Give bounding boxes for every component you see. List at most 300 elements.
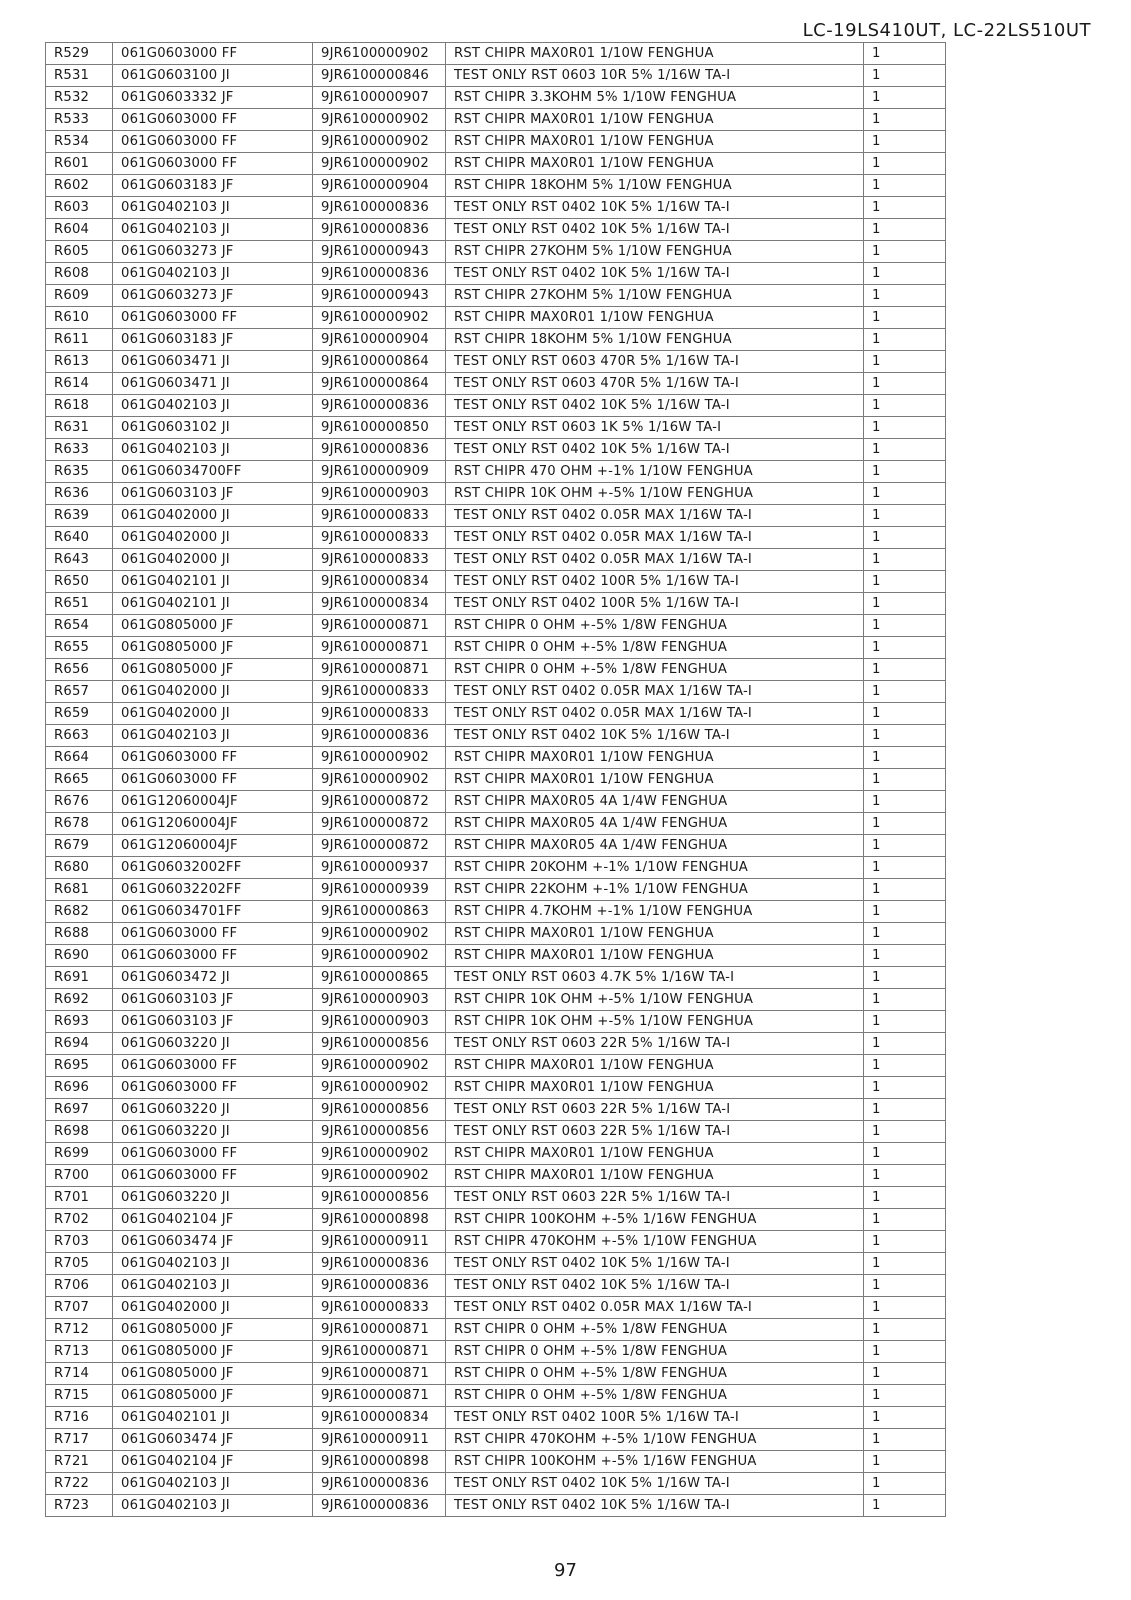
item-number-cell: 9JR6100000833	[313, 527, 446, 549]
description-cell: TEST ONLY RST 0402 0.05R MAX 1/16W TA-I	[446, 1297, 864, 1319]
item-number-cell: 9JR6100000836	[313, 1253, 446, 1275]
description-cell: TEST ONLY RST 0402 10K 5% 1/16W TA-I	[446, 725, 864, 747]
description-cell: RST CHIPR 0 OHM +-5% 1/8W FENGHUA	[446, 1385, 864, 1407]
table-row	[46, 263, 946, 285]
quantity-cell: 1	[864, 1429, 946, 1451]
item-number-cell: 9JR6100000871	[313, 659, 446, 681]
description-cell: RST CHIPR MAX0R01 1/10W FENGHUA	[446, 1055, 864, 1077]
description-cell: TEST ONLY RST 0603 1K 5% 1/16W TA-I	[446, 417, 864, 439]
quantity-cell: 1	[864, 1363, 946, 1385]
item-number-cell: 9JR6100000836	[313, 1275, 446, 1297]
ref-designator-cell: R633	[46, 439, 113, 461]
item-number-cell: 9JR6100000903	[313, 1011, 446, 1033]
part-code-cell: 061G0402104 JF	[113, 1451, 313, 1473]
table-row	[46, 791, 946, 813]
description-cell: RST CHIPR 10K OHM +-5% 1/10W FENGHUA	[446, 989, 864, 1011]
description-cell: TEST ONLY RST 0402 10K 5% 1/16W TA-I	[446, 197, 864, 219]
ref-designator-cell: R690	[46, 945, 113, 967]
description-cell: TEST ONLY RST 0402 10K 5% 1/16W TA-I	[446, 439, 864, 461]
quantity-cell: 1	[864, 1231, 946, 1253]
part-code-cell: 061G0402104 JF	[113, 1209, 313, 1231]
ref-designator-cell: R602	[46, 175, 113, 197]
item-number-cell: 9JR6100000943	[313, 285, 446, 307]
table-row	[46, 1121, 946, 1143]
quantity-cell: 1	[864, 461, 946, 483]
part-code-cell: 061G0603220 JI	[113, 1187, 313, 1209]
table-row	[46, 1099, 946, 1121]
item-number-cell: 9JR6100000836	[313, 219, 446, 241]
item-number-cell: 9JR6100000902	[313, 923, 446, 945]
ref-designator-cell: R717	[46, 1429, 113, 1451]
quantity-cell: 1	[864, 439, 946, 461]
item-number-cell: 9JR6100000833	[313, 703, 446, 725]
ref-designator-cell: R534	[46, 131, 113, 153]
item-number-cell: 9JR6100000937	[313, 857, 446, 879]
table-row	[46, 439, 946, 461]
part-code-cell: 061G0603000 FF	[113, 945, 313, 967]
item-number-cell: 9JR6100000836	[313, 1473, 446, 1495]
part-code-cell: 061G0402103 JI	[113, 725, 313, 747]
table-row	[46, 659, 946, 681]
quantity-cell: 1	[864, 219, 946, 241]
ref-designator-cell: R691	[46, 967, 113, 989]
part-code-cell: 061G0603471 JI	[113, 351, 313, 373]
table-row	[46, 1187, 946, 1209]
part-code-cell: 061G0402101 JI	[113, 593, 313, 615]
quantity-cell: 1	[864, 857, 946, 879]
ref-designator-cell: R693	[46, 1011, 113, 1033]
description-cell: TEST ONLY RST 0603 22R 5% 1/16W TA-I	[446, 1033, 864, 1055]
description-cell: TEST ONLY RST 0402 0.05R MAX 1/16W TA-I	[446, 703, 864, 725]
table-row	[46, 1363, 946, 1385]
description-cell: RST CHIPR MAX0R01 1/10W FENGHUA	[446, 945, 864, 967]
table-row	[46, 373, 946, 395]
description-cell: TEST ONLY RST 0603 4.7K 5% 1/16W TA-I	[446, 967, 864, 989]
table-row	[46, 1209, 946, 1231]
part-code-cell: 061G06034700FF	[113, 461, 313, 483]
quantity-cell: 1	[864, 923, 946, 945]
ref-designator-cell: R611	[46, 329, 113, 351]
ref-designator-cell: R695	[46, 1055, 113, 1077]
item-number-cell: 9JR6100000909	[313, 461, 446, 483]
quantity-cell: 1	[864, 791, 946, 813]
ref-designator-cell: R713	[46, 1341, 113, 1363]
part-code-cell: 061G0402101 JI	[113, 571, 313, 593]
description-cell: RST CHIPR 27KOHM 5% 1/10W FENGHUA	[446, 241, 864, 263]
table-row	[46, 1429, 946, 1451]
quantity-cell: 1	[864, 1077, 946, 1099]
table-row	[46, 395, 946, 417]
quantity-cell: 1	[864, 1187, 946, 1209]
description-cell: TEST ONLY RST 0402 10K 5% 1/16W TA-I	[446, 219, 864, 241]
description-cell: RST CHIPR MAX0R05 4A 1/4W FENGHUA	[446, 791, 864, 813]
part-code-cell: 061G0402103 JI	[113, 1473, 313, 1495]
part-code-cell: 061G0402103 JI	[113, 263, 313, 285]
part-code-cell: 061G0402000 JI	[113, 681, 313, 703]
quantity-cell: 1	[864, 615, 946, 637]
table-row	[46, 43, 946, 65]
quantity-cell: 1	[864, 637, 946, 659]
part-code-cell: 061G0402000 JI	[113, 1297, 313, 1319]
ref-designator-cell: R643	[46, 549, 113, 571]
description-cell: RST CHIPR 22KOHM +-1% 1/10W FENGHUA	[446, 879, 864, 901]
item-number-cell: 9JR6100000902	[313, 1143, 446, 1165]
parts-list-table	[45, 42, 946, 1517]
description-cell: TEST ONLY RST 0603 22R 5% 1/16W TA-I	[446, 1121, 864, 1143]
item-number-cell: 9JR6100000864	[313, 373, 446, 395]
part-code-cell: 061G0603102 JI	[113, 417, 313, 439]
part-code-cell: 061G0402103 JI	[113, 219, 313, 241]
item-number-cell: 9JR6100000902	[313, 109, 446, 131]
description-cell: RST CHIPR 18KOHM 5% 1/10W FENGHUA	[446, 329, 864, 351]
quantity-cell: 1	[864, 1319, 946, 1341]
description-cell: TEST ONLY RST 0402 10K 5% 1/16W TA-I	[446, 1495, 864, 1517]
item-number-cell: 9JR6100000898	[313, 1451, 446, 1473]
item-number-cell: 9JR6100000856	[313, 1121, 446, 1143]
quantity-cell: 1	[864, 483, 946, 505]
table-row	[46, 417, 946, 439]
part-code-cell: 061G0603000 FF	[113, 1165, 313, 1187]
item-number-cell: 9JR6100000871	[313, 1363, 446, 1385]
part-code-cell: 061G0603103 JF	[113, 483, 313, 505]
description-cell: RST CHIPR 10K OHM +-5% 1/10W FENGHUA	[446, 483, 864, 505]
part-code-cell: 061G0603220 JI	[113, 1033, 313, 1055]
ref-designator-cell: R697	[46, 1099, 113, 1121]
item-number-cell: 9JR6100000904	[313, 175, 446, 197]
table-row	[46, 1165, 946, 1187]
part-code-cell: 061G0603000 FF	[113, 153, 313, 175]
ref-designator-cell: R601	[46, 153, 113, 175]
item-number-cell: 9JR6100000902	[313, 1077, 446, 1099]
quantity-cell: 1	[864, 1055, 946, 1077]
table-row	[46, 153, 946, 175]
table-row	[46, 197, 946, 219]
table-row	[46, 307, 946, 329]
part-code-cell: 061G0603220 JI	[113, 1121, 313, 1143]
description-cell: TEST ONLY RST 0402 100R 5% 1/16W TA-I	[446, 593, 864, 615]
quantity-cell: 1	[864, 373, 946, 395]
part-code-cell: 061G0603332 JF	[113, 87, 313, 109]
table-row	[46, 1407, 946, 1429]
table-row	[46, 637, 946, 659]
ref-designator-cell: R613	[46, 351, 113, 373]
description-cell: RST CHIPR 0 OHM +-5% 1/8W FENGHUA	[446, 1341, 864, 1363]
item-number-cell: 9JR6100000836	[313, 439, 446, 461]
table-row	[46, 747, 946, 769]
ref-designator-cell: R706	[46, 1275, 113, 1297]
quantity-cell: 1	[864, 1121, 946, 1143]
ref-designator-cell: R663	[46, 725, 113, 747]
quantity-cell: 1	[864, 681, 946, 703]
ref-designator-cell: R605	[46, 241, 113, 263]
item-number-cell: 9JR6100000836	[313, 1495, 446, 1517]
ref-designator-cell: R700	[46, 1165, 113, 1187]
table-row	[46, 1341, 946, 1363]
description-cell: RST CHIPR MAX0R05 4A 1/4W FENGHUA	[446, 813, 864, 835]
part-code-cell: 061G0603100 JI	[113, 65, 313, 87]
ref-designator-cell: R603	[46, 197, 113, 219]
ref-designator-cell: R692	[46, 989, 113, 1011]
quantity-cell: 1	[864, 263, 946, 285]
item-number-cell: 9JR6100000836	[313, 263, 446, 285]
ref-designator-cell: R715	[46, 1385, 113, 1407]
ref-designator-cell: R532	[46, 87, 113, 109]
quantity-cell: 1	[864, 1209, 946, 1231]
quantity-cell: 1	[864, 285, 946, 307]
ref-designator-cell: R608	[46, 263, 113, 285]
ref-designator-cell: R699	[46, 1143, 113, 1165]
table-row	[46, 351, 946, 373]
item-number-cell: 9JR6100000902	[313, 307, 446, 329]
item-number-cell: 9JR6100000871	[313, 1341, 446, 1363]
description-cell: RST CHIPR MAX0R01 1/10W FENGHUA	[446, 923, 864, 945]
part-code-cell: 061G0402103 JI	[113, 1275, 313, 1297]
description-cell: TEST ONLY RST 0402 10K 5% 1/16W TA-I	[446, 395, 864, 417]
description-cell: TEST ONLY RST 0402 10K 5% 1/16W TA-I	[446, 1473, 864, 1495]
description-cell: RST CHIPR 0 OHM +-5% 1/8W FENGHUA	[446, 659, 864, 681]
description-cell: TEST ONLY RST 0402 10K 5% 1/16W TA-I	[446, 263, 864, 285]
item-number-cell: 9JR6100000911	[313, 1429, 446, 1451]
part-code-cell: 061G0402103 JI	[113, 439, 313, 461]
quantity-cell: 1	[864, 175, 946, 197]
table-row	[46, 725, 946, 747]
table-row	[46, 219, 946, 241]
quantity-cell: 1	[864, 197, 946, 219]
description-cell: TEST ONLY RST 0402 10K 5% 1/16W TA-I	[446, 1275, 864, 1297]
description-cell: TEST ONLY RST 0603 10R 5% 1/16W TA-I	[446, 65, 864, 87]
ref-designator-cell: R721	[46, 1451, 113, 1473]
ref-designator-cell: R682	[46, 901, 113, 923]
description-cell: RST CHIPR MAX0R01 1/10W FENGHUA	[446, 109, 864, 131]
part-code-cell: 061G0603273 JF	[113, 241, 313, 263]
ref-designator-cell: R702	[46, 1209, 113, 1231]
part-code-cell: 061G06034701FF	[113, 901, 313, 923]
page-number: 97	[554, 1560, 577, 1581]
item-number-cell: 9JR6100000833	[313, 549, 446, 571]
description-cell: RST CHIPR 4.7KOHM +-1% 1/10W FENGHUA	[446, 901, 864, 923]
table-row	[46, 1143, 946, 1165]
part-code-cell: 061G06032202FF	[113, 879, 313, 901]
part-code-cell: 061G0603474 JF	[113, 1429, 313, 1451]
item-number-cell: 9JR6100000871	[313, 1319, 446, 1341]
quantity-cell: 1	[864, 1385, 946, 1407]
table-row	[46, 615, 946, 637]
part-code-cell: 061G0805000 JF	[113, 1363, 313, 1385]
part-code-cell: 061G0603000 FF	[113, 769, 313, 791]
part-code-cell: 061G0402000 JI	[113, 505, 313, 527]
part-code-cell: 061G0603000 FF	[113, 1143, 313, 1165]
table-row	[46, 571, 946, 593]
item-number-cell: 9JR6100000833	[313, 505, 446, 527]
quantity-cell: 1	[864, 65, 946, 87]
item-number-cell: 9JR6100000902	[313, 945, 446, 967]
item-number-cell: 9JR6100000902	[313, 1165, 446, 1187]
item-number-cell: 9JR6100000902	[313, 153, 446, 175]
quantity-cell: 1	[864, 307, 946, 329]
ref-designator-cell: R639	[46, 505, 113, 527]
description-cell: RST CHIPR 0 OHM +-5% 1/8W FENGHUA	[446, 637, 864, 659]
part-code-cell: 061G0603000 FF	[113, 923, 313, 945]
ref-designator-cell: R694	[46, 1033, 113, 1055]
item-number-cell: 9JR6100000856	[313, 1033, 446, 1055]
part-code-cell: 061G0402103 JI	[113, 1495, 313, 1517]
quantity-cell: 1	[864, 769, 946, 791]
quantity-cell: 1	[864, 1143, 946, 1165]
table-row	[46, 1275, 946, 1297]
table-row	[46, 1451, 946, 1473]
table-row	[46, 1319, 946, 1341]
table-row	[46, 483, 946, 505]
table-row	[46, 1231, 946, 1253]
model-header: LC-19LS410UT, LC-22LS510UT	[802, 20, 1091, 41]
part-code-cell: 061G0402101 JI	[113, 1407, 313, 1429]
table-row	[46, 1473, 946, 1495]
description-cell: TEST ONLY RST 0402 100R 5% 1/16W TA-I	[446, 571, 864, 593]
part-code-cell: 061G0603220 JI	[113, 1099, 313, 1121]
item-number-cell: 9JR6100000871	[313, 637, 446, 659]
quantity-cell: 1	[864, 967, 946, 989]
table-row	[46, 835, 946, 857]
description-cell: TEST ONLY RST 0402 10K 5% 1/16W TA-I	[446, 1253, 864, 1275]
item-number-cell: 9JR6100000902	[313, 769, 446, 791]
item-number-cell: 9JR6100000898	[313, 1209, 446, 1231]
quantity-cell: 1	[864, 901, 946, 923]
part-code-cell: 061G0805000 JF	[113, 1319, 313, 1341]
table-row	[46, 549, 946, 571]
ref-designator-cell: R680	[46, 857, 113, 879]
quantity-cell: 1	[864, 571, 946, 593]
description-cell: RST CHIPR MAX0R01 1/10W FENGHUA	[446, 131, 864, 153]
ref-designator-cell: R650	[46, 571, 113, 593]
ref-designator-cell: R696	[46, 1077, 113, 1099]
table-row	[46, 813, 946, 835]
table-row	[46, 87, 946, 109]
table-row	[46, 527, 946, 549]
table-row	[46, 681, 946, 703]
ref-designator-cell: R655	[46, 637, 113, 659]
part-code-cell: 061G0603183 JF	[113, 175, 313, 197]
item-number-cell: 9JR6100000856	[313, 1187, 446, 1209]
description-cell: RST CHIPR MAX0R01 1/10W FENGHUA	[446, 747, 864, 769]
item-number-cell: 9JR6100000871	[313, 1385, 446, 1407]
description-cell: RST CHIPR MAX0R01 1/10W FENGHUA	[446, 43, 864, 65]
quantity-cell: 1	[864, 241, 946, 263]
quantity-cell: 1	[864, 131, 946, 153]
description-cell: RST CHIPR 10K OHM +-5% 1/10W FENGHUA	[446, 1011, 864, 1033]
quantity-cell: 1	[864, 1341, 946, 1363]
item-number-cell: 9JR6100000864	[313, 351, 446, 373]
description-cell: RST CHIPR 27KOHM 5% 1/10W FENGHUA	[446, 285, 864, 307]
ref-designator-cell: R636	[46, 483, 113, 505]
item-number-cell: 9JR6100000903	[313, 483, 446, 505]
ref-designator-cell: R716	[46, 1407, 113, 1429]
description-cell: TEST ONLY RST 0402 0.05R MAX 1/16W TA-I	[446, 505, 864, 527]
ref-designator-cell: R618	[46, 395, 113, 417]
ref-designator-cell: R703	[46, 1231, 113, 1253]
item-number-cell: 9JR6100000850	[313, 417, 446, 439]
quantity-cell: 1	[864, 1297, 946, 1319]
quantity-cell: 1	[864, 1473, 946, 1495]
part-code-cell: 061G12060004JF	[113, 791, 313, 813]
quantity-cell: 1	[864, 1407, 946, 1429]
ref-designator-cell: R610	[46, 307, 113, 329]
item-number-cell: 9JR6100000836	[313, 395, 446, 417]
ref-designator-cell: R657	[46, 681, 113, 703]
table-row	[46, 901, 946, 923]
quantity-cell: 1	[864, 835, 946, 857]
part-code-cell: 061G0603103 JF	[113, 989, 313, 1011]
table-row	[46, 989, 946, 1011]
ref-designator-cell: R651	[46, 593, 113, 615]
item-number-cell: 9JR6100000865	[313, 967, 446, 989]
ref-designator-cell: R701	[46, 1187, 113, 1209]
part-code-cell: 061G0805000 JF	[113, 637, 313, 659]
quantity-cell: 1	[864, 351, 946, 373]
quantity-cell: 1	[864, 659, 946, 681]
description-cell: RST CHIPR 100KOHM +-5% 1/16W FENGHUA	[446, 1209, 864, 1231]
item-number-cell: 9JR6100000856	[313, 1099, 446, 1121]
part-code-cell: 061G0805000 JF	[113, 1341, 313, 1363]
table-row	[46, 923, 946, 945]
part-code-cell: 061G0603103 JF	[113, 1011, 313, 1033]
table-row	[46, 109, 946, 131]
quantity-cell: 1	[864, 725, 946, 747]
quantity-cell: 1	[864, 1495, 946, 1517]
item-number-cell: 9JR6100000834	[313, 593, 446, 615]
table-row	[46, 945, 946, 967]
part-code-cell: 061G0402000 JI	[113, 703, 313, 725]
item-number-cell: 9JR6100000902	[313, 131, 446, 153]
quantity-cell: 1	[864, 1451, 946, 1473]
table-row	[46, 593, 946, 615]
quantity-cell: 1	[864, 703, 946, 725]
ref-designator-cell: R723	[46, 1495, 113, 1517]
item-number-cell: 9JR6100000902	[313, 43, 446, 65]
table-row	[46, 1385, 946, 1407]
quantity-cell: 1	[864, 109, 946, 131]
item-number-cell: 9JR6100000846	[313, 65, 446, 87]
ref-designator-cell: R681	[46, 879, 113, 901]
description-cell: TEST ONLY RST 0603 22R 5% 1/16W TA-I	[446, 1099, 864, 1121]
table-row	[46, 769, 946, 791]
description-cell: TEST ONLY RST 0603 470R 5% 1/16W TA-I	[446, 373, 864, 395]
table-row	[46, 241, 946, 263]
description-cell: RST CHIPR 0 OHM +-5% 1/8W FENGHUA	[446, 615, 864, 637]
description-cell: RST CHIPR 0 OHM +-5% 1/8W FENGHUA	[446, 1363, 864, 1385]
part-code-cell: 061G0603000 FF	[113, 1055, 313, 1077]
ref-designator-cell: R712	[46, 1319, 113, 1341]
part-code-cell: 061G0603000 FF	[113, 43, 313, 65]
item-number-cell: 9JR6100000834	[313, 571, 446, 593]
part-code-cell: 061G0402103 JI	[113, 1253, 313, 1275]
ref-designator-cell: R664	[46, 747, 113, 769]
part-code-cell: 061G0603471 JI	[113, 373, 313, 395]
part-code-cell: 061G0805000 JF	[113, 615, 313, 637]
description-cell: RST CHIPR MAX0R01 1/10W FENGHUA	[446, 1143, 864, 1165]
description-cell: TEST ONLY RST 0402 0.05R MAX 1/16W TA-I	[446, 681, 864, 703]
quantity-cell: 1	[864, 43, 946, 65]
table-row	[46, 1055, 946, 1077]
ref-designator-cell: R614	[46, 373, 113, 395]
description-cell: RST CHIPR 470KOHM +-5% 1/10W FENGHUA	[446, 1429, 864, 1451]
table-row	[46, 703, 946, 725]
ref-designator-cell: R705	[46, 1253, 113, 1275]
description-cell: RST CHIPR 20KOHM +-1% 1/10W FENGHUA	[446, 857, 864, 879]
quantity-cell: 1	[864, 747, 946, 769]
quantity-cell: 1	[864, 395, 946, 417]
description-cell: RST CHIPR 18KOHM 5% 1/10W FENGHUA	[446, 175, 864, 197]
part-code-cell: 061G12060004JF	[113, 813, 313, 835]
